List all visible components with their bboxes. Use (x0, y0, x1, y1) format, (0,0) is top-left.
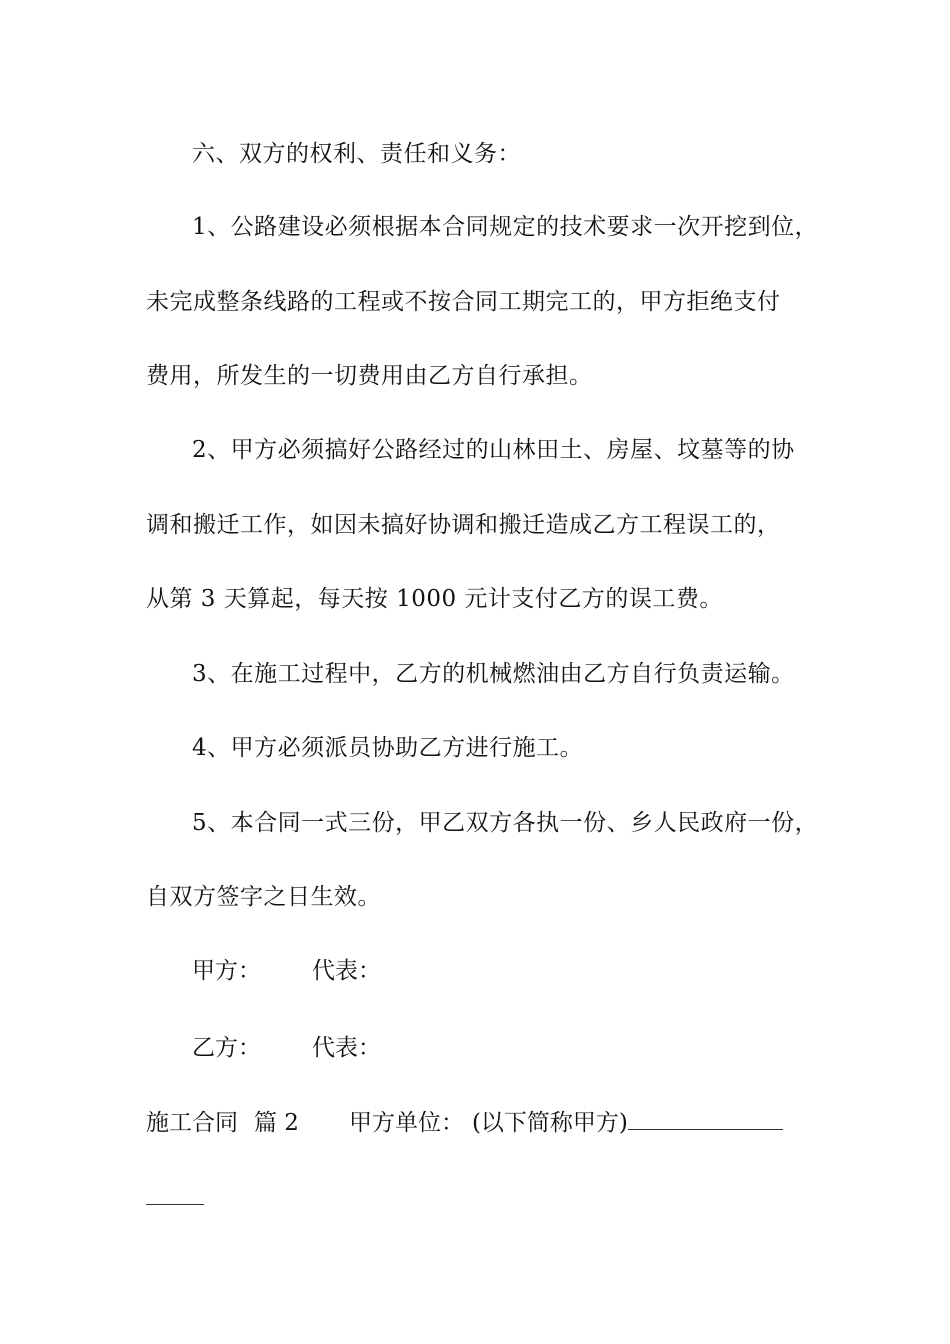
party-a-label: 甲方： (192, 958, 261, 984)
party-a-unit-blank-line-continued (146, 1182, 204, 1205)
next-contract-header (146, 1107, 783, 1138)
clause-1-line-1: 1、公路建设必须根据本合同规定的技术要求一次开挖到位， (192, 214, 819, 240)
clause-4: 4、甲方必须派员协助乙方进行施工。 (192, 735, 584, 761)
clause-5-line-2: 自双方签字之日生效。 (146, 884, 381, 910)
section-heading: 六、双方的权利、责任和义务： (192, 141, 521, 167)
signature-row-party-a (192, 956, 381, 986)
party-b-label: 乙方： (192, 1035, 261, 1061)
contract-section: 篇 2 (254, 1110, 299, 1136)
party-a-unit-blank-line (628, 1107, 783, 1130)
signature-row-party-b (192, 1033, 381, 1063)
blank-continuation (146, 1182, 204, 1213)
clause-1-line-3: 费用，所发生的一切费用由乙方自行承担。 (146, 363, 593, 389)
party-a-unit-note: (以下简称甲方) (471, 1110, 628, 1136)
clause-2-line-1: 2、甲方必须搞好公路经过的山林田土、房屋、坟墓等的协 (192, 437, 795, 463)
party-b-representative-label: 代表： (312, 1035, 381, 1061)
party-a-unit-label: 甲方单位： (348, 1110, 464, 1136)
clause-5-line-1: 5、本合同一式三份，甲乙双方各执一份、乡人民政府一份， (192, 810, 819, 836)
party-a-representative-label: 代表： (312, 958, 381, 984)
clause-1-line-2: 未完成整条线路的工程或不按合同工期完工的，甲方拒绝支付 (146, 289, 781, 315)
contract-title: 施工合同 (146, 1110, 238, 1136)
clause-2-line-2: 调和搬迁工作，如因未搞好协调和搬迁造成乙方工程误工的， (146, 512, 781, 538)
clause-2-line-3: 从第 3 天算起，每天按 1000 元计支付乙方的误工费。 (146, 586, 723, 612)
clause-3: 3、在施工过程中，乙方的机械燃油由乙方自行负责运输。 (192, 661, 795, 687)
